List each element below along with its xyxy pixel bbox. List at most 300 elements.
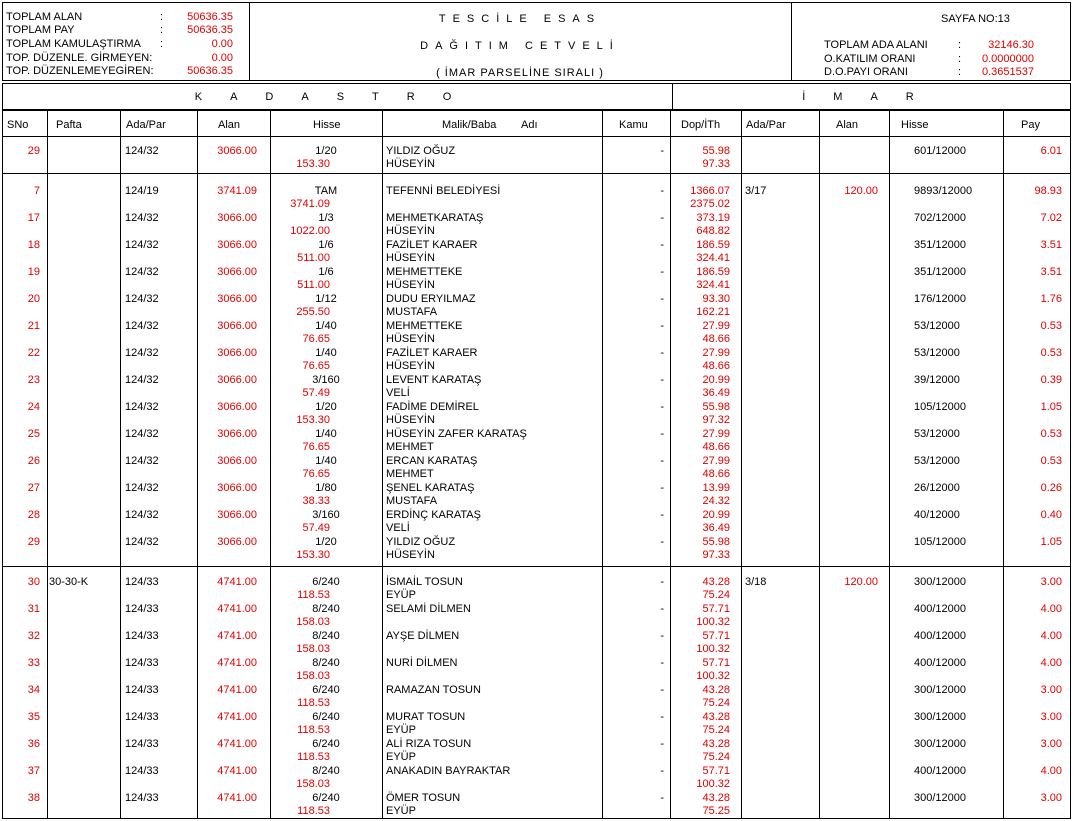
cell-dop: 55.98	[702, 536, 730, 548]
table-row	[0, 792, 1075, 819]
cell-sno: 27	[27, 482, 40, 494]
cell-sno: 28	[27, 509, 40, 521]
cell-kamu: -	[660, 401, 664, 413]
cell-hisse: 1/20	[315, 401, 337, 413]
cell-pay: 3.51	[1040, 239, 1062, 251]
summary-value: 50636.35	[187, 24, 233, 36]
cell-malik: ANAKADIN BAYRAKTAR	[386, 765, 511, 777]
cell-iadapar: 3/18	[745, 576, 767, 588]
cell-adapar: 124/32	[125, 266, 159, 278]
cell-ihisse: 39/12000	[914, 374, 960, 386]
info-colon: :	[958, 66, 962, 78]
cell-malik: MURAT TOSUN	[386, 711, 466, 723]
cell-hisse: 1/40	[315, 428, 337, 440]
cell-baba: MEHMET	[386, 441, 434, 453]
cell-hisse2: 158.03	[296, 670, 330, 682]
cell-dop: 27.99	[702, 455, 730, 467]
cell-malik: AYŞE DİLMEN	[386, 630, 460, 642]
cell-baba: HÜSEYİN	[386, 225, 435, 237]
cell-pay: 0.40	[1040, 509, 1062, 521]
table-row	[0, 657, 1075, 684]
cell-baba: HÜSEYİN	[386, 158, 435, 170]
cell-adapar: 124/33	[125, 576, 159, 588]
table-row	[0, 428, 1075, 455]
cell-malik: ÖMER TOSUN	[386, 792, 461, 804]
cell-sno: 22	[27, 347, 40, 359]
cell-alan: 3066.00	[217, 401, 257, 413]
cell-alan: 4741.00	[217, 630, 257, 642]
cell-sno: 26	[27, 455, 40, 467]
cell-ihisse: 300/12000	[914, 792, 966, 804]
section-band	[2, 83, 1071, 110]
cell-kamu: -	[660, 509, 664, 521]
table-row	[0, 239, 1075, 266]
cell-baba: VELİ	[386, 387, 410, 399]
col-header-dop: Dop/İTh	[681, 119, 721, 131]
cell-baba: EYÜP	[386, 724, 416, 736]
cell-dop2: 48.66	[702, 333, 730, 345]
cell-pay: 3.00	[1040, 711, 1062, 723]
cell-alan: 4741.00	[217, 765, 257, 777]
cell-dop2: 100.32	[696, 778, 730, 790]
cell-kamu: -	[660, 657, 664, 669]
cell-malik: MEHMETTEKE	[386, 320, 463, 332]
cell-pay: 98.93	[1034, 185, 1062, 197]
cell-alan: 3741.09	[217, 185, 257, 197]
cell-sno: 30	[27, 576, 40, 588]
cell-malik: İSMAİL TOSUN	[386, 576, 463, 588]
col-header-imar-hisse: Hisse	[901, 119, 929, 131]
cell-hisse: TAM	[314, 185, 338, 197]
cell-pay: 4.00	[1040, 603, 1062, 615]
cell-dop2: 162.21	[696, 306, 730, 318]
col-header-alan: Alan	[218, 119, 241, 131]
cell-dop2: 48.66	[702, 360, 730, 372]
cell-adapar: 124/33	[125, 603, 159, 615]
table-row	[0, 185, 1075, 212]
cell-sno: 29	[27, 145, 40, 157]
summary-colon: :	[160, 38, 164, 50]
cell-baba: HÜSEYİN	[386, 333, 435, 345]
cell-malik: FAZİLET KARAER	[386, 347, 478, 359]
cell-hisse: 8/240	[312, 603, 340, 615]
cell-kamu: -	[660, 536, 664, 548]
cell-hisse2: 57.49	[302, 522, 330, 534]
cell-sno: 19	[27, 266, 40, 278]
cell-dop: 20.99	[702, 509, 730, 521]
cell-malik: RAMAZAN TOSUN	[386, 684, 481, 696]
cell-alan: 4741.00	[217, 657, 257, 669]
cell-adapar: 124/32	[125, 509, 159, 521]
imar-band-label: İMAR	[672, 84, 1071, 110]
cell-adapar: 124/32	[125, 347, 159, 359]
table-row	[0, 455, 1075, 482]
info-colon: :	[958, 39, 962, 51]
cell-ihisse: 400/12000	[914, 657, 966, 669]
summary-label: TOPLAM ALAN	[6, 11, 83, 23]
cell-dop: 55.98	[702, 401, 730, 413]
cell-malik: ŞENEL KARATAŞ	[386, 482, 475, 494]
cell-hisse: 6/240	[312, 576, 340, 588]
cell-hisse: 1/6	[318, 266, 334, 278]
cell-dop: 43.28	[702, 738, 730, 750]
info-value: 32146.30	[988, 39, 1034, 51]
cell-dop: 57.71	[702, 765, 730, 777]
cell-ihisse: 300/12000	[914, 738, 966, 750]
cell-hisse2: 255.50	[296, 306, 330, 318]
cell-dop: 43.28	[702, 711, 730, 723]
cell-hisse2: 118.53	[297, 697, 330, 709]
cell-adapar: 124/33	[125, 765, 159, 777]
cell-malik: ERDİNÇ KARATAŞ	[386, 509, 481, 521]
cell-kamu: -	[660, 576, 664, 588]
cell-dop: 373.19	[696, 212, 730, 224]
cell-adapar: 124/33	[125, 630, 159, 642]
cell-ihisse: 300/12000	[914, 711, 966, 723]
cell-kamu: -	[660, 765, 664, 777]
cell-malik: HÜSEYİN ZAFER KARATAŞ	[386, 428, 527, 440]
cell-sno: 37	[27, 765, 40, 777]
cell-adapar: 124/33	[125, 792, 159, 804]
info-label: D.O.PAYI ORANI	[824, 66, 908, 78]
cell-baba: VELİ	[386, 522, 410, 534]
cell-dop2: 36.49	[702, 522, 730, 534]
cell-hisse: 3/160	[312, 509, 340, 521]
cell-pay: 3.00	[1040, 576, 1062, 588]
cell-alan: 4741.00	[217, 603, 257, 615]
cell-sno: 29	[27, 536, 40, 548]
cell-sno: 23	[27, 374, 40, 386]
cell-alan: 4741.00	[217, 738, 257, 750]
cell-hisse: 1/20	[315, 536, 337, 548]
cell-sno: 25	[27, 428, 40, 440]
cell-alan: 3066.00	[217, 239, 257, 251]
cell-ihisse: 53/12000	[914, 320, 960, 332]
table-row	[0, 320, 1075, 347]
cell-ihisse: 300/12000	[914, 684, 966, 696]
cell-kamu: -	[660, 455, 664, 467]
cell-hisse2: 76.65	[302, 468, 330, 480]
cell-kamu: -	[660, 428, 664, 440]
col-header-adi: Adı	[521, 119, 538, 131]
cell-dop2: 24.32	[702, 495, 730, 507]
cell-alan: 4741.00	[217, 792, 257, 804]
cell-alan: 3066.00	[217, 347, 257, 359]
table-row	[0, 603, 1075, 630]
cell-alan: 3066.00	[217, 320, 257, 332]
cell-pay: 4.00	[1040, 630, 1062, 642]
cell-pay: 4.00	[1040, 657, 1062, 669]
cell-kamu: -	[660, 239, 664, 251]
col-header-pay: Pay	[1021, 119, 1040, 131]
cell-pafta: 30-30-K	[49, 576, 89, 588]
cell-dop: 13.99	[702, 482, 730, 494]
cell-alan: 4741.00	[217, 684, 257, 696]
cell-baba: HÜSEYİN	[386, 360, 435, 372]
cell-dop2: 48.66	[702, 468, 730, 480]
cell-baba: EYÜP	[386, 751, 416, 763]
cell-kamu: -	[660, 347, 664, 359]
cell-malik: ALİ RIZA TOSUN	[386, 738, 472, 750]
cell-dop: 186.59	[696, 239, 730, 251]
cell-dop: 43.28	[702, 684, 730, 696]
cell-sno: 24	[27, 401, 40, 413]
cell-pay: 4.00	[1040, 765, 1062, 777]
table-row	[0, 684, 1075, 711]
cell-adapar: 124/32	[125, 536, 159, 548]
cell-pay: 1.76	[1040, 293, 1062, 305]
cell-ihisse: 601/12000	[914, 145, 966, 157]
cell-malik: SELAMİ DİLMEN	[386, 603, 471, 615]
cell-sno: 32	[27, 630, 40, 642]
kadastro-band-label: KADASTRO	[194, 91, 480, 103]
table-row	[0, 293, 1075, 320]
cell-hisse: 1/80	[315, 482, 337, 494]
cell-dop2: 2375.02	[690, 198, 730, 210]
cell-dop2: 36.49	[702, 387, 730, 399]
cell-sno: 34	[27, 684, 40, 696]
cell-ialan: 120.00	[844, 185, 878, 197]
cell-baba: MEHMET	[386, 468, 434, 480]
cell-kamu: -	[660, 684, 664, 696]
summary-colon: :	[160, 11, 164, 23]
cell-malik: ERCAN KARATAŞ	[386, 455, 478, 467]
summary-value: 50636.35	[187, 11, 233, 23]
table-row	[0, 630, 1075, 657]
page-number: SAYFA NO:13	[941, 13, 1010, 25]
col-header-sno: SNo	[7, 119, 29, 131]
cell-malik: NURİ DİLMEN	[386, 657, 458, 669]
cell-baba: MUSTAFA	[386, 495, 438, 507]
cell-baba: HÜSEYİN	[386, 549, 435, 561]
table-row	[0, 374, 1075, 401]
cell-sno: 20	[27, 293, 40, 305]
table-row	[0, 711, 1075, 738]
cell-hisse2: 57.49	[302, 387, 330, 399]
cell-hisse2: 38.33	[302, 495, 330, 507]
cell-malik: DUDU ERYILMAZ	[386, 293, 476, 305]
table-row	[0, 536, 1075, 563]
cell-hisse: 1/40	[315, 455, 337, 467]
cell-hisse: 6/240	[312, 792, 340, 804]
table-row	[0, 212, 1075, 239]
cell-alan: 3066.00	[217, 266, 257, 278]
cell-adapar: 124/32	[125, 212, 159, 224]
cell-pay: 0.39	[1040, 374, 1062, 386]
cell-adapar: 124/33	[125, 711, 159, 723]
cell-ihisse: 400/12000	[914, 630, 966, 642]
group-separator	[2, 173, 1071, 174]
cell-hisse: 6/240	[312, 738, 340, 750]
cell-ihisse: 351/12000	[914, 239, 966, 251]
table-row	[0, 266, 1075, 293]
cell-dop: 57.71	[702, 657, 730, 669]
cell-dop2: 48.66	[702, 441, 730, 453]
cell-kamu: -	[660, 738, 664, 750]
cell-sno: 18	[27, 239, 40, 251]
cell-dop: 93.30	[702, 293, 730, 305]
cell-baba: HÜSEYİN	[386, 279, 435, 291]
cell-adapar: 124/32	[125, 455, 159, 467]
cell-hisse2: 158.03	[296, 778, 330, 790]
cell-ihisse: 9893/12000	[914, 185, 973, 197]
group-separator	[2, 566, 1071, 567]
cell-pay: 3.00	[1040, 738, 1062, 750]
cell-dop2: 75.24	[702, 697, 730, 709]
cell-malik: YILDIZ OĞUZ	[386, 536, 456, 548]
cell-alan: 3066.00	[217, 293, 257, 305]
cell-sno: 21	[27, 320, 40, 332]
cell-hisse2: 76.65	[302, 360, 330, 372]
cell-dop2: 324.41	[696, 279, 730, 291]
cell-pay: 3.00	[1040, 684, 1062, 696]
summary-label: TOP. DÜZENLE. GİRMEYEN:	[6, 52, 153, 64]
cell-pay: 0.53	[1040, 320, 1062, 332]
summary-label: TOPLAM PAY	[6, 24, 75, 36]
summary-colon: :	[160, 24, 164, 36]
cell-alan: 3066.00	[217, 374, 257, 386]
cell-pay: 3.00	[1040, 792, 1062, 804]
cell-kamu: -	[660, 293, 664, 305]
cell-adapar: 124/32	[125, 293, 159, 305]
cell-ihisse: 53/12000	[914, 455, 960, 467]
cell-alan: 3066.00	[217, 212, 257, 224]
summary-value: 0.00	[211, 38, 233, 50]
cell-malik: TEFENNİ BELEDİYESİ	[386, 185, 501, 197]
cell-dop: 20.99	[702, 374, 730, 386]
cell-adapar: 124/32	[125, 374, 159, 386]
cell-baba: EYÜP	[386, 589, 416, 601]
cell-dop2: 75.24	[702, 751, 730, 763]
cell-dop2: 75.24	[702, 724, 730, 736]
summary-block	[3, 3, 250, 80]
cell-dop: 27.99	[702, 347, 730, 359]
info-label: TOPLAM ADA ALANI	[824, 39, 928, 51]
cell-ihisse: 702/12000	[914, 212, 966, 224]
summary-value: 0.00	[211, 52, 233, 64]
column-header-row	[2, 110, 1071, 137]
cell-adapar: 124/32	[125, 145, 159, 157]
cell-adapar: 124/32	[125, 239, 159, 251]
cell-adapar: 124/19	[125, 185, 159, 197]
cell-pay: 0.53	[1040, 455, 1062, 467]
cell-ialan: 120.00	[844, 576, 878, 588]
cell-malik: YILDIZ OĞUZ	[386, 145, 456, 157]
cell-pay: 6.01	[1040, 145, 1062, 157]
cell-dop: 55.98	[702, 145, 730, 157]
title-line-3: ( İMAR PARSELİNE SIRALI )	[436, 67, 604, 79]
cell-dop: 186.59	[696, 266, 730, 278]
cell-hisse2: 1022.00	[290, 225, 330, 237]
cell-adapar: 124/32	[125, 428, 159, 440]
col-header-adapar: Ada/Par	[126, 119, 166, 131]
col-header-imar-alan: Alan	[836, 119, 859, 131]
cell-hisse2: 118.53	[297, 724, 330, 736]
cell-alan: 4741.00	[217, 576, 257, 588]
cell-pay: 1.05	[1040, 536, 1062, 548]
cell-hisse2: 153.30	[296, 158, 330, 170]
cell-malik: MEHMETKARATAŞ	[386, 212, 484, 224]
col-header-hisse: Hisse	[313, 119, 341, 131]
cell-ihisse: 105/12000	[914, 401, 966, 413]
title-block	[249, 3, 792, 80]
cell-baba: HÜSEYİN	[386, 414, 435, 426]
cell-hisse2: 153.30	[296, 414, 330, 426]
cell-baba: MUSTAFA	[386, 306, 438, 318]
cell-sno: 7	[33, 185, 40, 197]
cell-hisse: 8/240	[312, 630, 340, 642]
col-header-imar-adapar: Ada/Par	[746, 119, 786, 131]
table-row	[0, 509, 1075, 536]
cell-hisse: 8/240	[312, 657, 340, 669]
cell-hisse2: 3741.09	[290, 198, 330, 210]
cell-alan: 3066.00	[217, 455, 257, 467]
cell-pay: 0.26	[1040, 482, 1062, 494]
cell-dop2: 97.32	[702, 414, 730, 426]
cell-alan: 3066.00	[217, 145, 257, 157]
cell-baba: EYÜP	[386, 805, 416, 817]
cell-adapar: 124/32	[125, 482, 159, 494]
cell-adapar: 124/33	[125, 657, 159, 669]
col-header-pafta: Pafta	[56, 119, 82, 131]
cell-ihisse: 53/12000	[914, 347, 960, 359]
cell-sno: 35	[27, 711, 40, 723]
info-value: 0.3651537	[982, 66, 1034, 78]
info-label: O.KATILIM ORANI	[824, 53, 916, 65]
table-row	[0, 401, 1075, 428]
cell-sno: 36	[27, 738, 40, 750]
cell-ihisse: 26/12000	[914, 482, 960, 494]
cell-dop: 43.28	[702, 792, 730, 804]
cell-ihisse: 176/12000	[914, 293, 966, 305]
title-line-1: TESCİLE ESAS	[438, 13, 602, 25]
table-row	[0, 347, 1075, 374]
cell-adapar: 124/32	[125, 401, 159, 413]
info-colon: :	[958, 53, 962, 65]
cell-dop: 57.71	[702, 603, 730, 615]
cell-ihisse: 400/12000	[914, 603, 966, 615]
cell-hisse: 6/240	[312, 684, 340, 696]
cell-pay: 0.53	[1040, 347, 1062, 359]
cell-dop: 1366.07	[690, 185, 730, 197]
cell-ihisse: 300/12000	[914, 576, 966, 588]
cell-malik: MEHMETTEKE	[386, 266, 463, 278]
cell-dop2: 100.32	[696, 643, 730, 655]
cell-baba: HÜSEYİN	[386, 252, 435, 264]
header-box	[2, 2, 1071, 81]
cell-malik: FADİME DEMİREL	[386, 401, 479, 413]
cell-hisse2: 153.30	[296, 549, 330, 561]
table-row	[0, 482, 1075, 509]
cell-dop: 27.99	[702, 320, 730, 332]
cell-hisse: 1/40	[315, 320, 337, 332]
cell-ihisse: 400/12000	[914, 765, 966, 777]
cell-hisse: 8/240	[312, 765, 340, 777]
summary-label: TOP. DÜZENLEMEYEGİREN:	[6, 65, 154, 77]
cell-malik: LEVENT KARATAŞ	[386, 374, 482, 386]
cell-pay: 3.51	[1040, 266, 1062, 278]
cell-dop2: 648.82	[696, 225, 730, 237]
cell-alan: 3066.00	[217, 482, 257, 494]
cell-pay: 1.05	[1040, 401, 1062, 413]
cell-kamu: -	[660, 145, 664, 157]
cell-hisse: 3/160	[312, 374, 340, 386]
cell-dop2: 97.33	[702, 158, 730, 170]
cell-adapar: 124/33	[125, 738, 159, 750]
cell-kamu: -	[660, 792, 664, 804]
cell-adapar: 124/33	[125, 684, 159, 696]
info-value: 0.0000000	[982, 53, 1034, 65]
